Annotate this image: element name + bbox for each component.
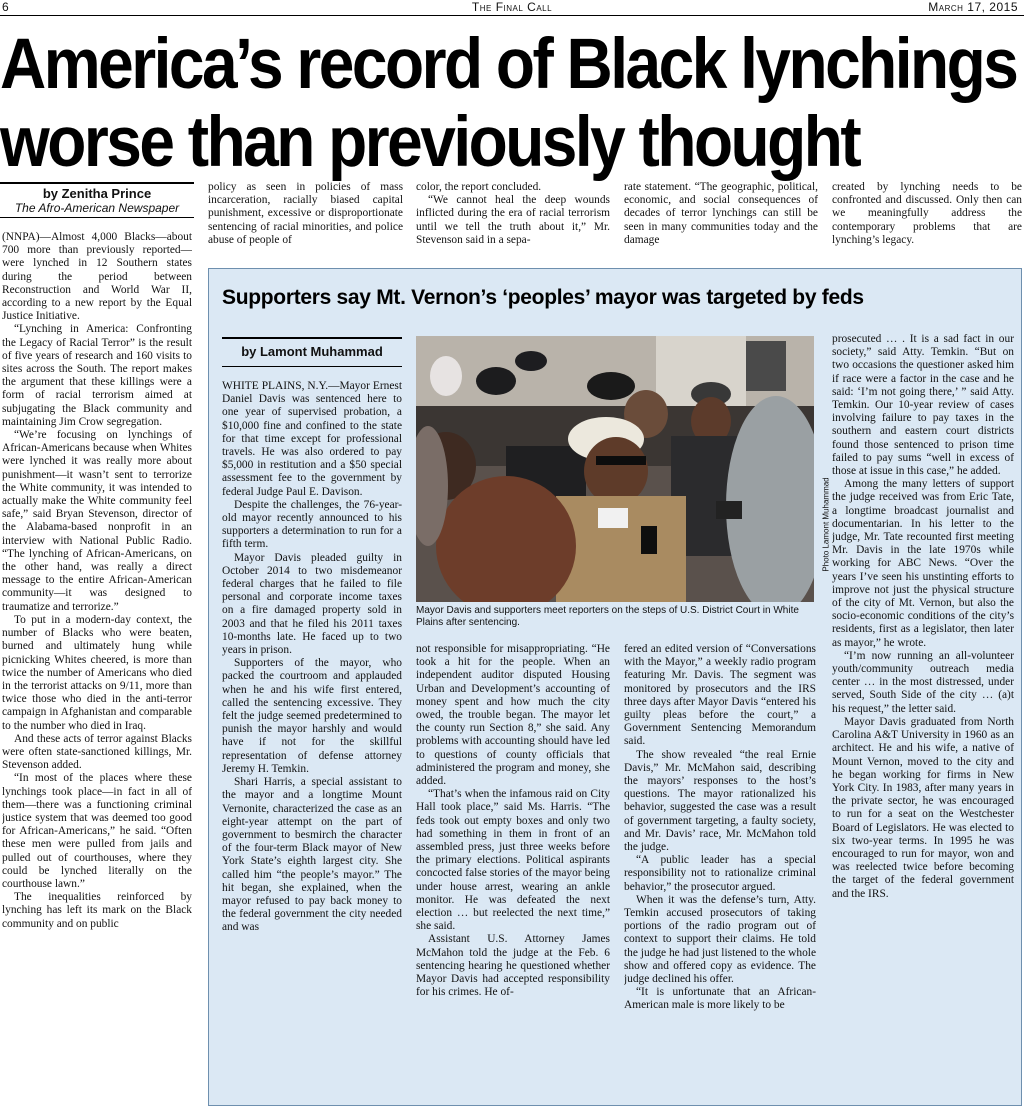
article-paragraph: not responsible for misappropriating. “He took a hit for the people. When an independent auditor disputed Housing Urban and Development’s accounting of money spent and how much the city owed, the trouble began. The mayor let the county run Section 8,” she said. Any problems with accounting should have led to questions of county officials that administered the program and money, she added. (416, 643, 610, 788)
byline-rule-top (0, 182, 194, 184)
sidebar-column-2 (416, 643, 610, 1102)
sidebar-column-3 (624, 643, 816, 1102)
article-paragraph: Mayor Davis pleaded guilty in October 2014 to two misdemeanor federal charges that he failed to file personal and corporate income taxes on a fire damaged property sold in 2003 and that he filed his 2011 taxes 10-months late. He faced up to two years in prison. (222, 551, 402, 657)
article-paragraph: Supporters of the mayor, who packed the courtroom and applauded when he and his wife first entered, called the sentencing excessive. They felt the judge seemed predetermined to punish the mayor harshly and would have if not for the skillful representation of defense attorney Jeremy H. Temkin. (222, 657, 402, 775)
article-paragraph: “A public leader has a special responsibility not to rationalize criminal behavior,” the prosecutor argued. (624, 854, 816, 893)
article-paragraph: Assistant U.S. Attorney James McMahon told the judge at the Feb. 6 sentencing hearing he questioned whether Mayor Davis had accepted responsibility for his crimes. He of- (416, 933, 610, 999)
byline-rule-bottom (0, 217, 194, 218)
author-publication: The Afro-American Newspaper (14, 201, 180, 215)
article-paragraph: created by lynching needs to be confronted and discussed. Only then can we meaningfully address the contemporary problems that are lynching’s legacy. (832, 181, 1022, 246)
article-paragraph: The show revealed “the real Ernie Davis,” Mr. McMahon said, describing the mayors’ responses to the host’s questions. The mayor rationalized his behavior, suggested the case was a result of government targeting, a faulty society, and Mr. Davis’ race, Mr. McMahon told the judge. (624, 748, 816, 854)
page-number: 6 (2, 0, 9, 14)
photo-credit (816, 445, 830, 605)
photo-credit-text: Photo Lamont Muhammad (821, 477, 831, 572)
headline-line-2: worse than previously thought (0, 101, 860, 182)
article-paragraph: policy as seen in policies of mass incarceration, racially biased capital punishment, excessive or disproportionate sentencing of racial minorities, and police abuse of people of (208, 181, 403, 246)
sidebar-byline (222, 344, 402, 359)
page-header (0, 0, 1024, 16)
main-article-column-2 (208, 181, 403, 261)
article-paragraph: Shari Harris, a special assistant to the mayor and a longtime Mount Vernonite, characterized the case as an eight-year attempt on the part of government to besmirch the character of the four-term Black mayor of New York State’s eighth largest city. She called him “the people’s mayor.” The hit began, she explained, when the mayor refused to pay back money to the federal government the city needed and was (222, 776, 402, 934)
main-article-column-5 (832, 181, 1022, 261)
author-name: by Zenitha Prince (42, 186, 152, 201)
article-paragraph: “We cannot heal the deep wounds inflicted during the era of racial terrorism until we tell the truth about it,” Mr. Stevenson said in a sepa- (416, 194, 610, 246)
article-paragraph: “That’s when the infamous raid on City Hall took place,” said Ms. Harris. “The feds took out empty boxes and only two had something in them in front of an assembled press, just three weeks before the primary elections. Political aspirants concocted false stories of the mayor being under house arrest, wearing an ankle monitor. He was defeated the next election … but reelected the next time,” she said. (416, 788, 610, 933)
issue-date: March 17, 2015 (928, 0, 1018, 14)
main-article-column-3 (416, 181, 610, 261)
photo-illustration (416, 336, 814, 602)
sidebar-byline-rule-top (222, 337, 402, 339)
photo-caption: Mayor Davis and supporters meet reporters on the steps of U.S. District Court in White Plains after sentencing. (416, 605, 799, 628)
article-paragraph: fered an edited version of “Conversations with the Mayor,” a weekly radio program featuring Mr. Davis. The segment was monitored by prosecutors and the IRS three days after Mayor Davis “entered his guilty pleas before the court,” a Government Sentencing Memorandum said. (624, 643, 816, 748)
main-headline (0, 24, 1024, 181)
article-paragraph: rate statement. “The geographic, political, economic, and social consequences of decades of terror lynchings can still be seen in many communities today and the damage (624, 181, 818, 246)
article-paragraph: When it was the defense’s turn, Atty. Temkin accused prosecutors of taking portions of the radio program out of context to support their claims. He told the judge he had just listened to the whole show and offered copy as evidence. The judge declined his offer. (624, 893, 816, 986)
main-article-column-4 (624, 181, 818, 261)
publication-name: The Final Call (471, 0, 553, 14)
sidebar-column-4 (832, 333, 1014, 1103)
article-paragraph: And these acts of terror against Blacks were often state-sanctioned killings, Mr. Stevenson added. (2, 732, 192, 772)
article-paragraph: Despite the challenges, the 76-year-old mayor recently announced to his supporters a determination to run for a fifth term. (222, 498, 402, 551)
main-article-column-1 (2, 231, 192, 1107)
sidebar-author-name: by Lamont Muhammad (241, 344, 383, 359)
article-paragraph: To put in a modern-day context, the number of Blacks who were beaten, burned and ultimately hung while picnicking Whites cheered, is more than twice the number of Americans who died in the terrorist attacks on 9/11, more than twice those who died in the anti-terror campaign in Afghanistan and comparable to the number who died in Iraq. (2, 613, 192, 732)
article-paragraph: Among the many letters of support the judge received was from Eric Tate, a longtime broadcast journalist and documentarian. In his letter to the judge, Mr. Tate recounted first meeting Mr. Davis in the late 1970s while working for ABC News. “Over the years I’ve seen his unstinting efforts to improve not just the physical structure of the city of Mt. Vernon, but also the socio-economic conditions of the city’s residents, first as a legislator, then later as mayor,” he wrote. (832, 478, 1014, 649)
article-paragraph: prosecuted … . It is a sad fact in our society,” said Atty. Temkin. “But on two occasions the questioner asked him if race were a factor in the case and he said: ‘I’m not going there,’ ” said Atty. Temkin. Our 10-year review of cases involving failure to pay taxes in the southern and eastern court districts found those sentenced to prison time failed to pay sums “well in excess of those at issue in this case,” he added. (832, 333, 1014, 478)
article-paragraph: Mayor Davis graduated from North Carolina A&T University in 1960 as an architect. He and his wife, a native of Mount Vernon, moved to the city and he began working for firms in New York City. In 1983, after many years in the private sector, he was encouraged to run for a seat on the Westchester Board of Legislators. He was elected to six two-year terms. In 1995 he was encouraged to run for mayor, won and was reelected twice before becoming the target of the federal government and the IRS. (832, 715, 1014, 900)
article-paragraph: color, the report concluded. (416, 181, 542, 193)
article-paragraph: “Lynching in America: Confronting the Legacy of Racial Terror” is the result of five years of research and 160 visits to sites across the South. The report makes the argument that these killings were a form of racial terrorism aimed at subjugating the Black community and maintaining Jim Crow segregation. (2, 323, 192, 428)
sidebar-column-1 (222, 380, 402, 1102)
article-paragraph: “It is unfortunate that an African-American male is more likely to be (624, 986, 816, 1012)
article-paragraph: “We’re focusing on lynchings of African-Americans because when Whites were lynched it was really more about punishment—it wasn’t sent to terrorize the White community, it was intended to actually make the White community feel safe,” said Bryan Stevenson, director of the Alabama-based nonprofit in an interview with National Public Radio. “The lynching of African-Americans, on the other hand, was really a direct message to the entire African-American community—it was designed to traumatize and terrorize.” (2, 429, 192, 613)
article-paragraph: WHITE PLAINS, N.Y.—Mayor Ernest Daniel Davis was sentenced here to one year of supervised probation, a $10,000 fine and confined to the state for that time except for professional travels. He was also ordered to pay $5,000 in restitution and a $50 special assessment fee to the government by federal Judge Paul E. Davison. (222, 380, 402, 498)
sidebar-headline: Supporters say Mt. Vernon’s ‘peoples’ mayor was targeted by feds (222, 286, 864, 309)
article-paragraph: (NNPA)—Almost 4,000 Blacks—about 700 more than previously reported—were lynched in 12 Southern states during the period between Reconstruction and World War II, according to a new report by the Equal Justice Initiative. (2, 231, 192, 323)
main-byline (0, 186, 194, 215)
article-paragraph: “In most of the places where these lynchings took place—in fact in all of them—there was a functioning criminal justice system that was deemed too good for African-Americans,” he said. “Often these men were pulled from jails and pulled out of courthouses, where they could be lynched literally on the courthouse lawn.” (2, 772, 192, 890)
press-conference-photo (416, 336, 814, 602)
article-paragraph: The inequalities reinforced by lynching has left its mark on the Black community and on public (2, 891, 192, 930)
sidebar-byline-rule-bottom (222, 366, 402, 367)
article-paragraph: “I’m now running an all-volunteer youth/community outreach media center … in the most distressed, under served, South Side of the city … (a)t his request,” the letter said. (832, 649, 1014, 715)
headline-line-1: America’s record of Black lynchings (0, 22, 1017, 104)
